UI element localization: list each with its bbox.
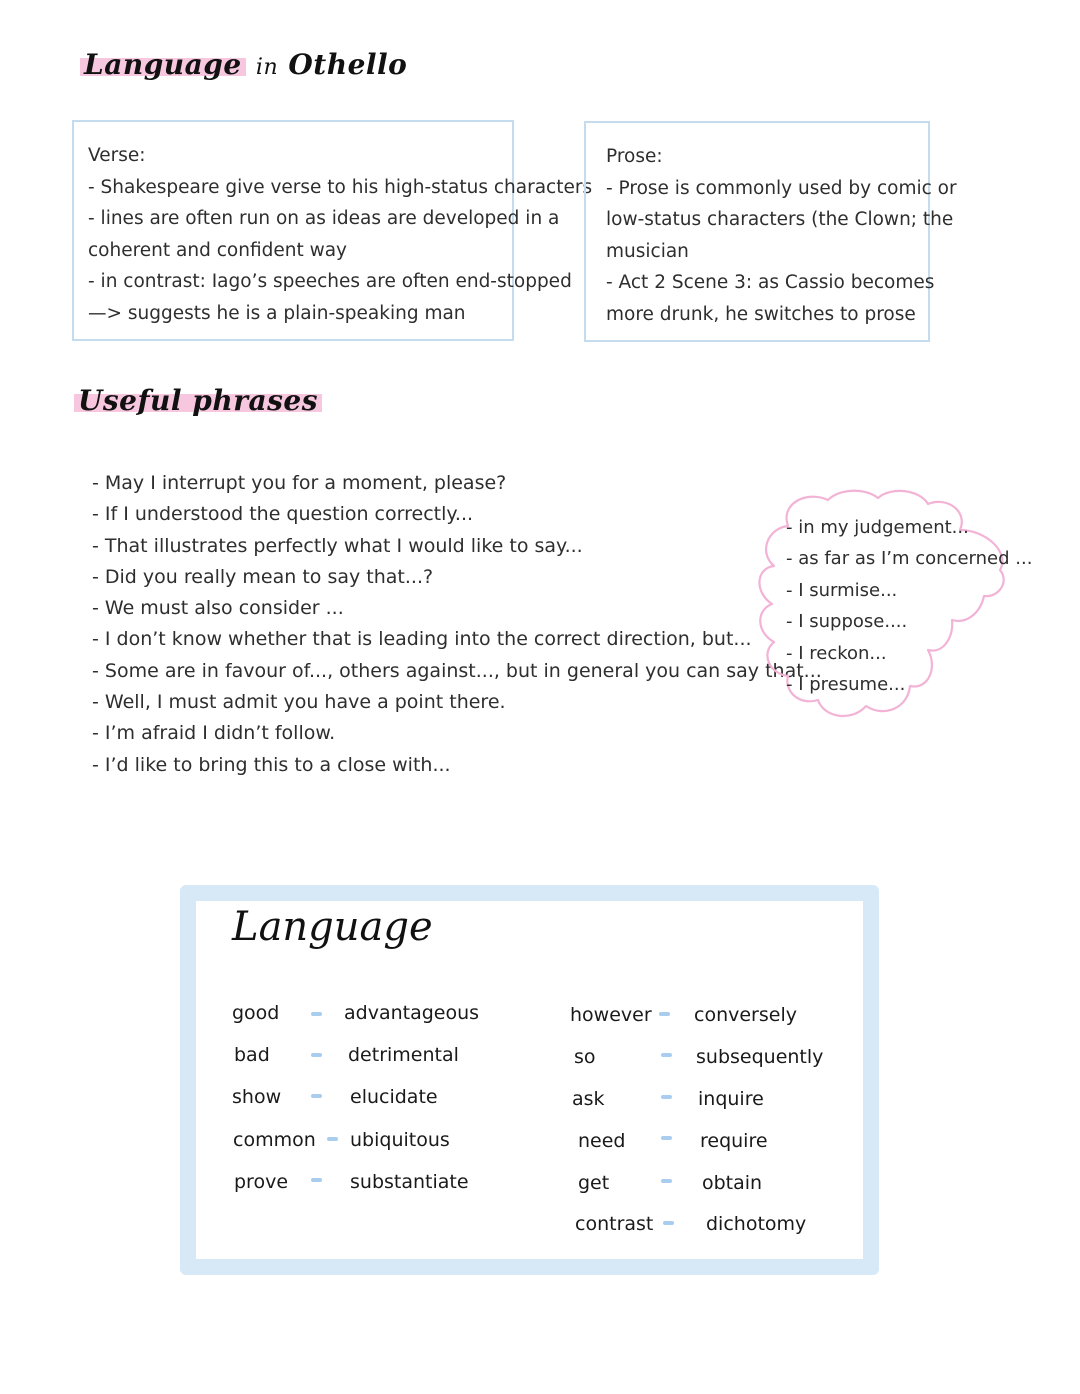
pair-dash	[661, 1179, 672, 1183]
page-title-connector: in	[255, 55, 279, 80]
phrase-item: - I’d like to bring this to a close with...	[92, 753, 451, 776]
cloud-phrase-item: - I surmise...	[786, 579, 898, 601]
vocab-word: good	[232, 1002, 280, 1024]
vocab-synonym: substantiate	[350, 1171, 469, 1193]
prose-line: Prose:	[606, 146, 663, 167]
prose-line: musician	[606, 240, 689, 262]
cloud-phrase-list	[786, 512, 1032, 700]
vocab-synonym: advantageous	[344, 1002, 480, 1024]
pair-dash	[661, 1095, 672, 1099]
vocab-synonym: elucidate	[350, 1086, 438, 1108]
vocab-synonym: require	[700, 1130, 768, 1152]
vocab-word: so	[574, 1046, 596, 1068]
verse-line: coherent and confident way	[88, 239, 347, 261]
language-box	[196, 901, 863, 1259]
vocab-synonym: inquire	[698, 1088, 764, 1110]
pair-dash	[661, 1053, 672, 1057]
phrase-item: - Did you really mean to say that...?	[92, 565, 434, 588]
pair-dash	[311, 1094, 322, 1098]
cloud-phrase-item: - I suppose....	[786, 611, 908, 633]
vocab-word: common	[233, 1129, 316, 1151]
vocab-word: contrast	[575, 1213, 654, 1235]
cloud-phrase-item: - I reckon...	[786, 642, 887, 664]
pair-dash	[311, 1012, 322, 1016]
prose-line: - Act 2 Scene 3: as Cassio becomes	[606, 272, 935, 293]
useful-phrases-heading: Useful phrases	[74, 384, 322, 417]
page-title-main: Language	[80, 48, 246, 81]
cloud-phrase-item: - in my judgement...	[786, 517, 969, 538]
vocab-synonym: obtain	[702, 1172, 763, 1194]
verse-box	[72, 120, 593, 341]
pair-dash	[659, 1012, 670, 1016]
phrase-item: - I don’t know whether that is leading into the correct direction, but...	[92, 628, 752, 651]
phrase-list	[92, 468, 822, 781]
phrase-item: - Some are in favour of..., others against..., but in general you can say that...	[92, 659, 822, 682]
phrase-item: - That illustrates perfectly what I would like to say...	[92, 534, 583, 557]
pair-dash	[661, 1136, 672, 1140]
vocab-synonym: ubiquitous	[350, 1129, 450, 1151]
vocab-synonym: conversely	[694, 1004, 797, 1026]
vocab-word: bad	[234, 1044, 270, 1066]
phrase-item: - May I interrupt you for a moment, please?	[92, 472, 507, 494]
pair-dash	[311, 1178, 322, 1182]
pair-dash	[663, 1221, 674, 1225]
phrase-item: - We must also consider ...	[92, 597, 344, 620]
vocab-synonym: dichotomy	[706, 1213, 807, 1235]
vocab-word: ask	[572, 1088, 605, 1110]
phrase-item: - I’m afraid I didn’t follow.	[92, 722, 336, 745]
language-box-title: Language	[232, 904, 433, 950]
vocab-synonym: detrimental	[348, 1044, 459, 1066]
prose-line: - Prose is commonly used by comic or	[606, 177, 957, 199]
page-title-subject: Othello	[288, 48, 408, 81]
prose-box	[584, 121, 957, 342]
verse-line: - in contrast: Iago’s speeches are often end-stopped	[88, 271, 572, 292]
cloud-phrase-item: - I presume...	[786, 674, 906, 696]
vocab-word: show	[232, 1086, 282, 1108]
vocab-word: prove	[234, 1171, 289, 1193]
pair-dash	[327, 1137, 338, 1141]
pair-dash	[311, 1053, 322, 1057]
vocab-word: need	[578, 1130, 626, 1152]
vocab-synonym: subsequently	[696, 1046, 824, 1068]
vocab-word: get	[578, 1172, 610, 1194]
phrase-item: - If I understood the question correctly...	[92, 503, 474, 526]
vocab-word: however	[570, 1004, 652, 1026]
verse-line: —> suggests he is a plain-speaking man	[88, 302, 466, 324]
page-title	[80, 48, 407, 81]
phrase-item: - Well, I must admit you have a point there.	[92, 691, 506, 714]
verse-line: Verse:	[88, 145, 146, 166]
prose-line: more drunk, he switches to prose	[606, 303, 916, 325]
cloud-phrase-item: - as far as I’m concerned ...	[786, 548, 1033, 570]
verse-line: - lines are often run on as ideas are developed in a	[88, 208, 560, 229]
prose-line: low-status characters (the Clown; the	[606, 209, 954, 230]
verse-line: - Shakespeare give verse to his high-status characters	[88, 176, 593, 198]
